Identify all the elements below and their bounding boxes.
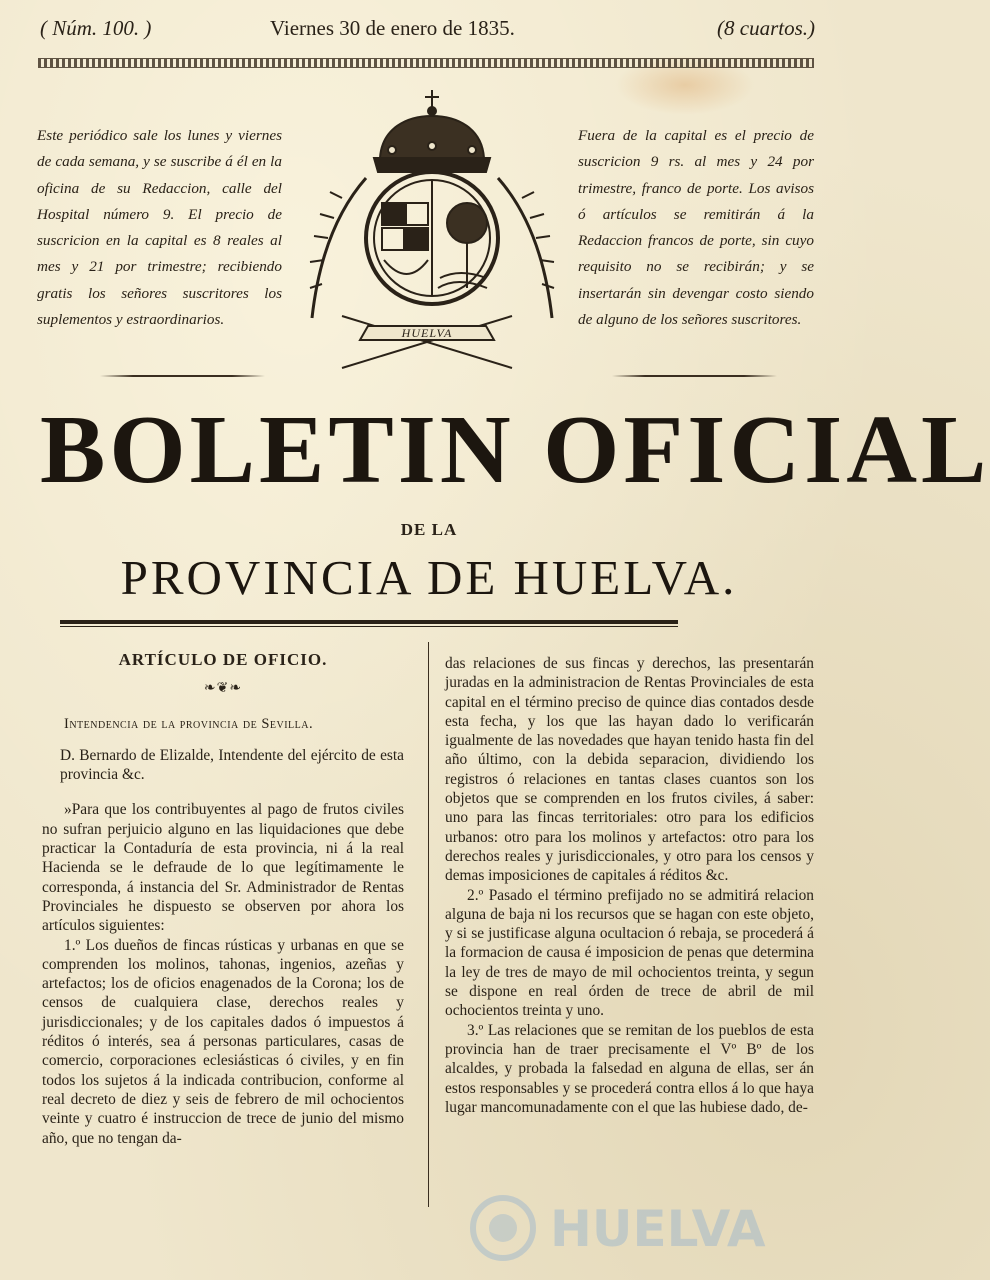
archive-watermark [455,1188,795,1266]
masthead-rule [60,620,678,624]
subscription-notice-right: Fuera de la capital es el precio de suscricion 9 rs. al mes y 24 por trimestre, franco de porte. Los avisos ó artículos se remitirán á la Redaccion francos de porte, sin cuyo requisito no se recibirán; y se insertarán sin devengar costo siendo de alguno de los señores suscritores. [578,127,814,329]
issue-header-line [40,16,815,44]
article-heading: ARTÍCULO DE OFICIO. [118,650,328,669]
watermark-text: HUELVA [550,1200,766,1258]
notice-ornament-left [100,374,265,377]
masthead-title: BOLETIN OFICIAL [40,396,990,504]
column-right [445,654,814,1117]
paragraph-article-1: 1.º Los dueños de fincas rústicas y urbanas en que se comprenden los molinos, tahonas, ingenios, azeñas y artefactos; los de oficios enagenados de la Corona; los de censos de cualquiera clase, derechos reales y jurisdiccionales; y de los capitales dados ó impuestos á réditos ó interés, sea á personas particulares, casas de comercio, corporaciones eclesiásticas ó civiles, y en fin todos los sujetos á la indicada contribucion, conforme al real decreto de diez y seis de febrero de mil ochocientos veinte y cuatro é instruccion de trece de junio del mismo año, que no tengan da- [42,936,404,1147]
ornamental-rule [38,58,814,68]
column-divider [428,642,429,1207]
masthead-de-la: DE LA [400,520,458,539]
column-left [42,650,404,1148]
fleuron-icon: ❧❦❧ [203,681,243,697]
office-heading: Intendencia de la provincia de Sevilla. [64,715,314,732]
masthead-rule-thin [60,626,678,627]
paragraph-preamble: »Para que los contribuyentes al pago de frutos civiles no sufran perjuicio alguno en las liquidaciones que debe practicar la Contaduría de esta provincia, ni á la real Hacienda se le defraude de lo que legítimamente le corresponda, á instancia del Sr. Administrador de Rentas Provinciales he dispuesto se observen por ahora los artículos siguientes: [42,801,404,935]
notice-ornament-right [612,374,777,377]
issue-date: Viernes 30 de enero de 1835. [270,16,515,40]
subscription-notice-left: Este periódico sale los lunes y viernes de cada semana, y se suscribe á él en la oficina de su Redaccion, calle del Hospital número 9. El precio de suscricion en la capital es 8 reales al mes y 21 por trimestre; recibiendo gratis los señores suscritores los suplementos y estraordinarios. [37,127,282,329]
masthead-province: PROVINCIA DE HUELVA. [120,550,738,605]
issue-number: ( Núm. 100. ) [40,16,152,40]
intendant-intro: D. Bernardo de Elizalde, Intendente del ejército de esta provincia &c. [60,746,404,784]
paragraph-article-3: 3.º Las relaciones que se remitan de los pueblos de esta provincia han de traer precisamente el Vº Bº de los alcaldes, y probada la falsedad en alguna de ellas, ser án estos responsables y se procederá contra ellos á lo que haya lugar mancomunadamente con el que las hubiese dado, de- [445,1021,814,1116]
issue-price: (8 cuartos.) [717,16,815,40]
ribbon-text: HUELVA [401,326,453,340]
paragraph-article-2: 2.º Pasado el término prefijado no se admitirá relacion alguna de baja ni los recursos que se hagan con este objeto, y si se justificase alguna ocultacion ó rebaja, se procederá á la formacion de causa é imposicion de penas que determina la ley de tres de mayo de mil ochocientos treinta, y segun se dispone en real órden de trece de abril de mil ochocientos treinta y uno. [445,886,814,1020]
paragraph-article-1-cont: das relaciones de sus fincas y derechos, las presentarán juradas en la administracion de Rentas Provinciales de esta capital en el término preciso de quince dias contados desde esta fecha, y los que las hayan dado lo verificarán igualmente de las novedades que hayan tenido hasta fin del año último, con la debida separacion, dividiendo los registros ó relaciones en tantas clases cuantos son los objetos que se comprenden en los frutos civiles, á saber: uno para las fincas territoriales: otro para los edificios urbanos: otro para los molinos y artefactos: otro para los derechos reales y jurisdiccionales, y otro para los censos y demas imposiciones de capitales á réditos &c. [445,655,814,885]
coat-of-arms-icon [282,88,572,386]
